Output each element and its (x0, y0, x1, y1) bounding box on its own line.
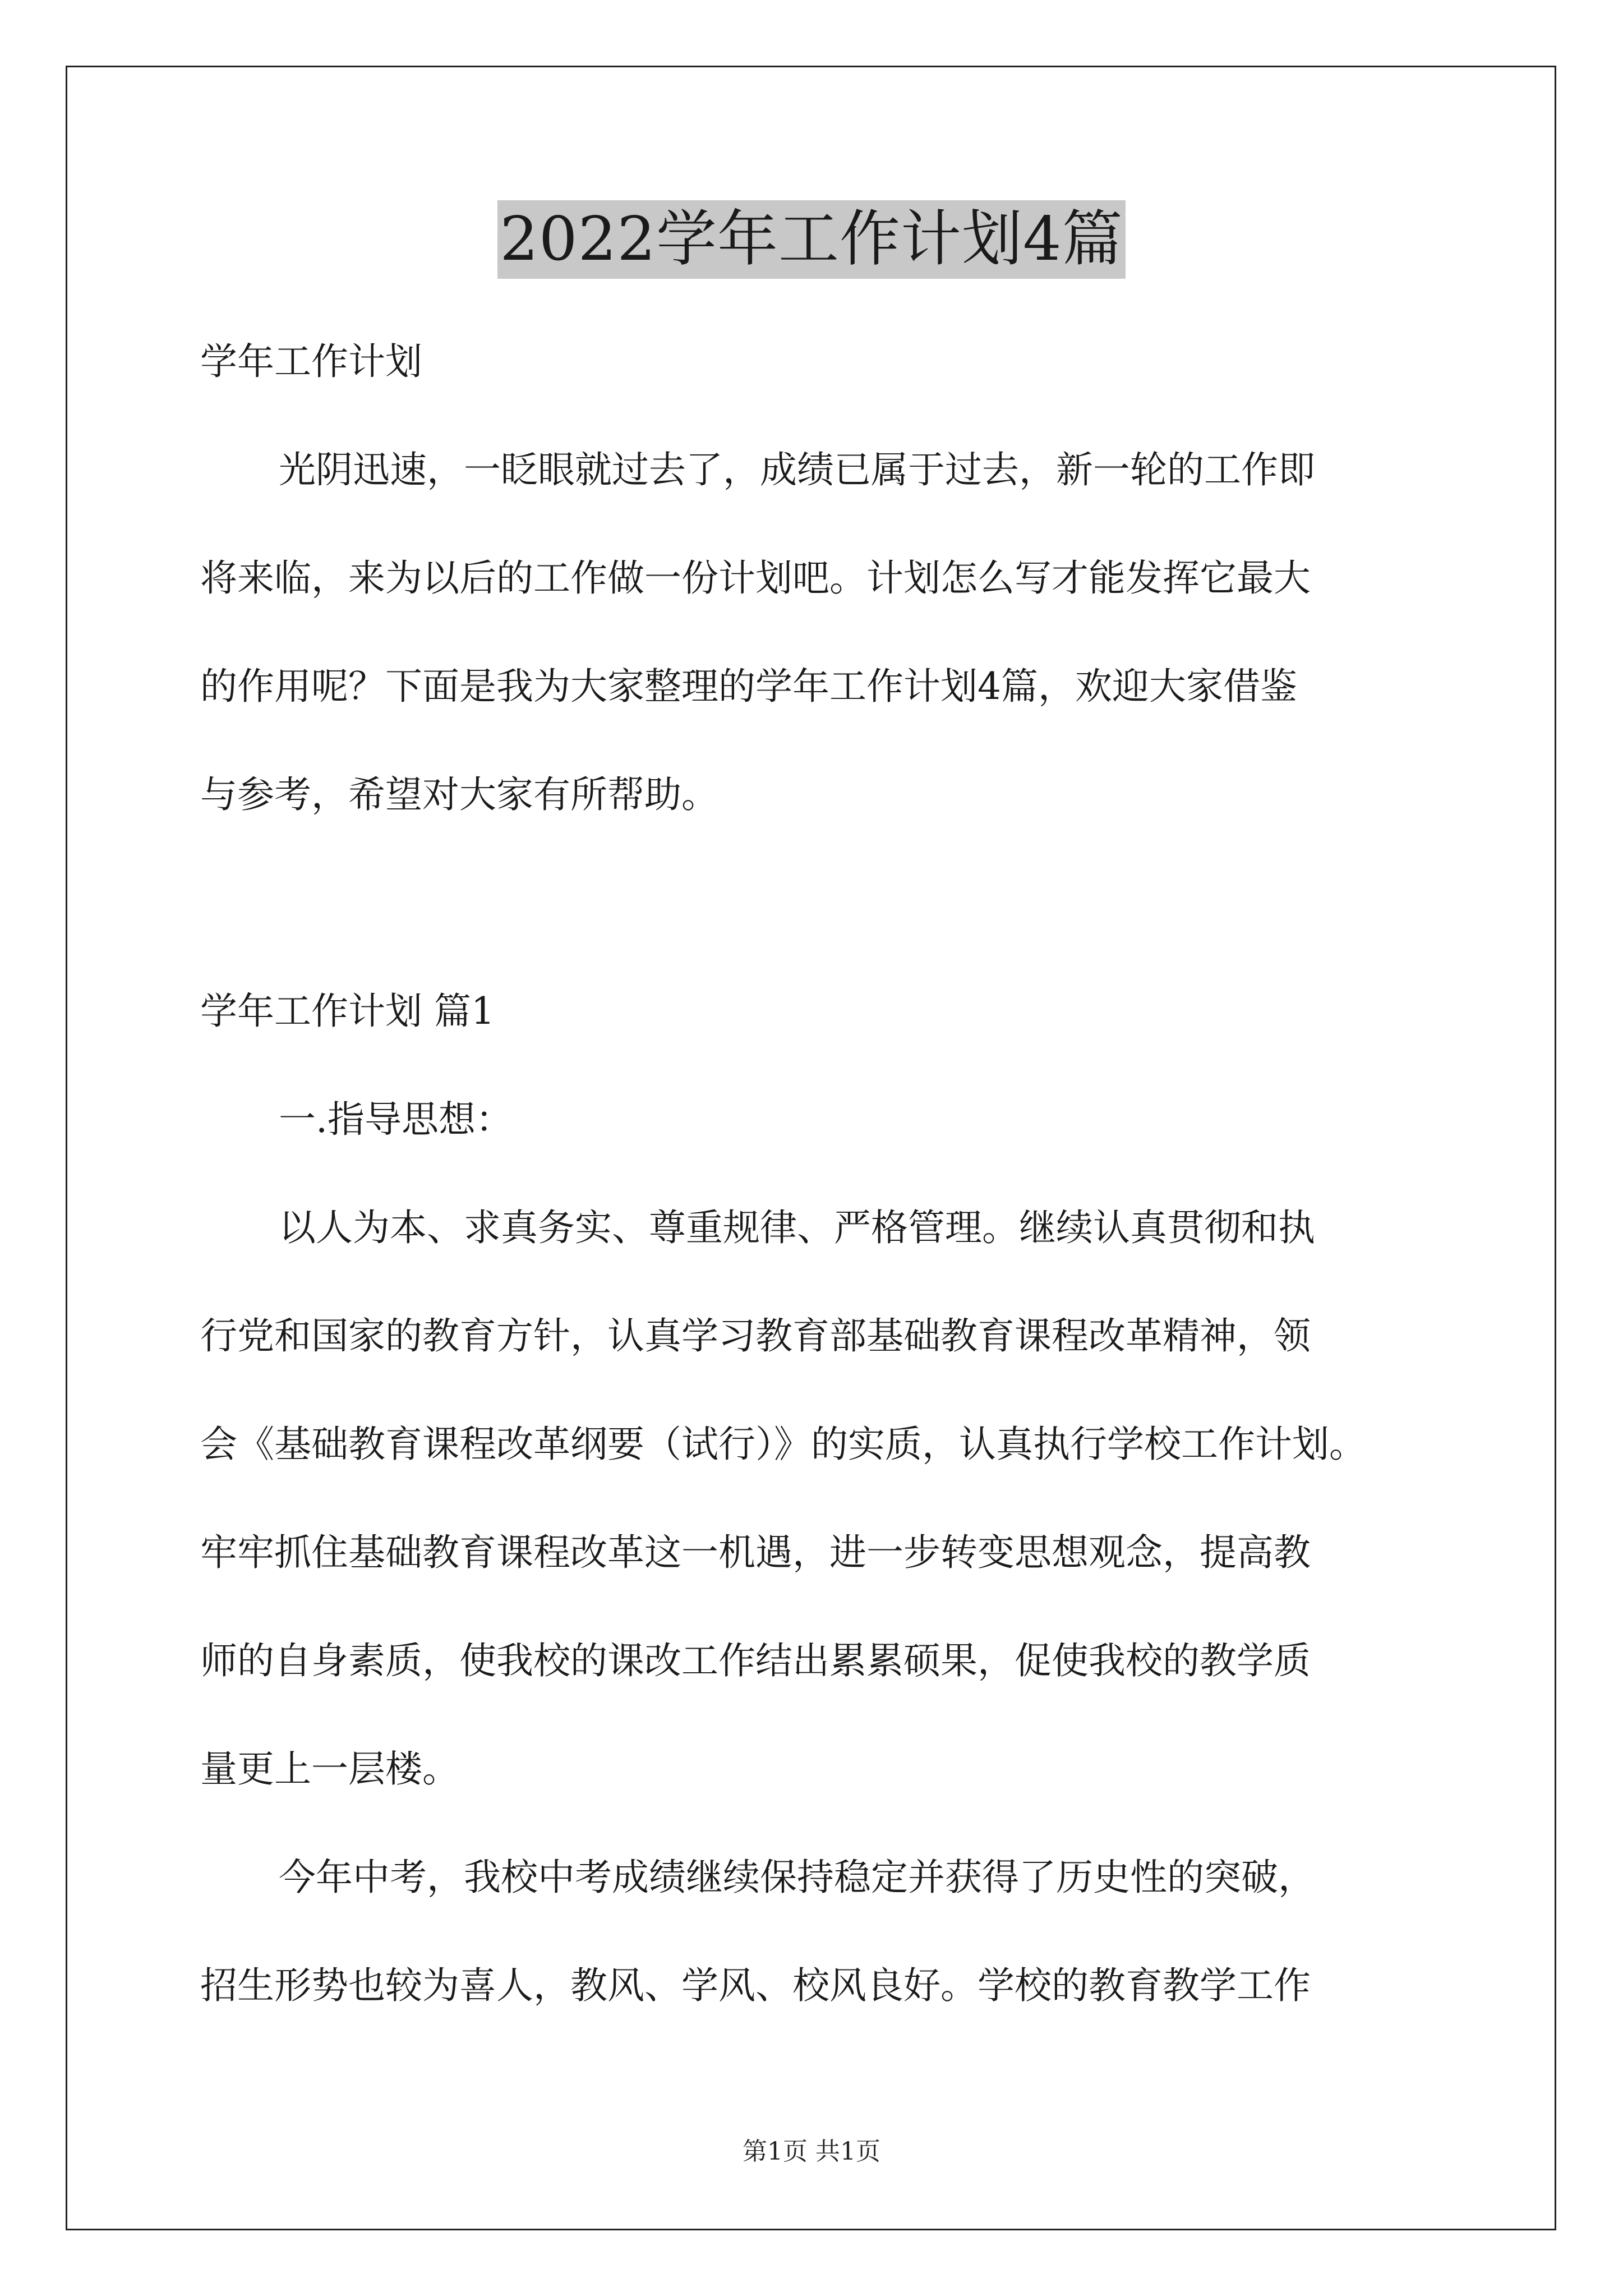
page-number-label: 第1页 共1页 (743, 2137, 880, 2166)
intro-line: 的作用呢？下面是我为大家整理的学年工作计划4篇，欢迎大家借鉴 (200, 665, 1297, 708)
intro-line: 光阴迅速，一眨眼就过去了，成绩已属于过去，新一轮的工作即 (279, 448, 1315, 491)
paragraph-line: 招生形势也较为喜人，教风、学风、校风良好。学校的教育教学工作 (200, 1964, 1311, 2007)
paragraph-line: 师的自身素质，使我校的课改工作结出累累硕果，促使我校的教学质 (200, 1639, 1311, 1682)
intro-line: 与参考，希望对大家有所帮助。 (200, 773, 718, 816)
intro-line: 将来临，来为以后的工作做一份计划吧。计划怎么写才能发挥它最大 (200, 556, 1311, 600)
document-body (200, 307, 1423, 2040)
section-heading: 学年工作计划 篇1 (200, 990, 495, 1033)
paragraph-line: 行党和国家的教育方针，认真学习教育部基础教育课程改革精神，领 (200, 1314, 1311, 1358)
page-footer (0, 2135, 1623, 2169)
paragraph-line: 会《基础教育课程改革纲要（试行）》的实质，认真执行学校工作计划。 (200, 1423, 1366, 1466)
document-title: 2022学年工作计划4篇 (497, 200, 1126, 279)
paragraph-line: 量更上一层楼。 (200, 1747, 459, 1791)
intro-heading: 学年工作计划 (200, 340, 422, 383)
paragraph-line: 今年中考，我校中考成绩继续保持稳定并获得了历史性的突破， (279, 1856, 1315, 1899)
subheading: 一.指导思想： (279, 1098, 513, 1141)
title-container (0, 200, 1623, 279)
paragraph-line: 牢牢抓住基础教育课程改革这一机遇，进一步转变思想观念，提高教 (200, 1531, 1311, 1574)
paragraph-line: 以人为本、求真务实、尊重规律、严格管理。继续认真贯彻和执 (279, 1206, 1315, 1249)
